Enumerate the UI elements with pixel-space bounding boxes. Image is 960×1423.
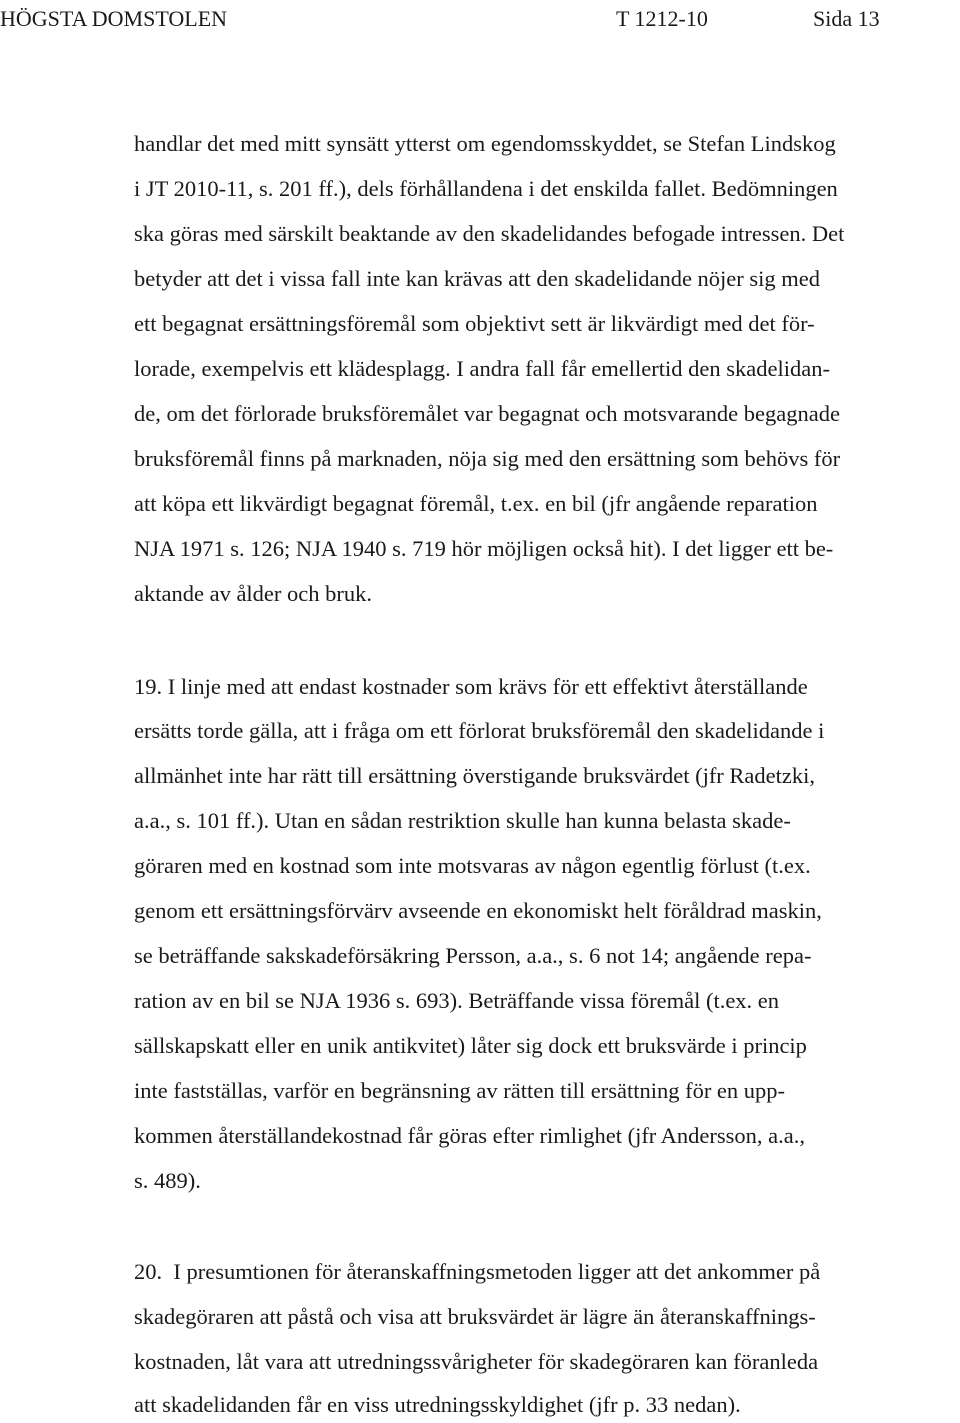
text-line: bruksföremål finns på marknaden, nöja sig med den ersättning som behövs för [134, 446, 841, 471]
text-line: de, om det förlorade bruksföremålet var begagnat och motsvarande begagnade [134, 401, 840, 426]
text-line: betyder att det i vissa fall inte kan krävas att den skadelidande nöjer sig med [134, 266, 821, 291]
paragraph-number: 19. [134, 674, 163, 699]
text-line [134, 1257, 820, 1287]
paragraph-first-line: I presumtionen för återanskaffningsmetoden ligger att det ankommer på [173, 1259, 821, 1284]
text-line: ska göras med särskilt beaktande av den skadelidandes befogade intressen. Det [134, 221, 845, 246]
text-line [134, 672, 808, 702]
text-line: lorade, exempelvis ett klädesplagg. I andra fall får emellertid den skadelidan- [134, 356, 830, 381]
page-number: Sida 13 [813, 6, 880, 31]
text-line: handlar det med mitt synsätt ytterst om egendomsskyddet, se Stefan Lindskog [134, 131, 836, 156]
text-line: a.a., s. 101 ff.). Utan en sådan restriktion skulle han kunna belasta skade- [134, 808, 791, 833]
text-line: sällskapskatt eller en unik antikvitet) låter sig dock ett bruksvärde i princip [134, 1033, 807, 1058]
text-line: att skadelidanden får en viss utredningsskyldighet (jfr p. 33 nedan). [134, 1392, 741, 1417]
text-line: att köpa ett likvärdigt begagnat föremål, t.ex. en bil (jfr angående reparation [134, 491, 818, 516]
paragraph-number: 20. [134, 1259, 163, 1284]
text-line: s. 489). [134, 1168, 201, 1193]
text-line: göraren med en kostnad som inte motsvaras av någon egentlig förlust (t.ex. [134, 853, 811, 878]
paragraph-first-line: I linje med att endast kostnader som krävs för ett effektivt återställande [167, 674, 808, 699]
text-line: i JT 2010-11, s. 201 ff.), dels förhållandena i det enskilda fallet. Bedömningen [134, 176, 838, 201]
text-line: NJA 1971 s. 126; NJA 1940 s. 719 hör möjligen också hit). I det ligger ett be- [134, 536, 834, 561]
case-number: T 1212-10 [616, 6, 708, 31]
text-line: kostnaden, låt vara att utredningssvårigheter för skadegöraren kan föranleda [134, 1349, 819, 1374]
text-line: inte fastställas, varför en begränsning av rätten till ersättning för en upp- [134, 1078, 786, 1103]
text-line: se beträffande sakskadeförsäkring Persson, a.a., s. 6 not 14; angående repa- [134, 943, 812, 968]
text-line: allmänhet inte har rätt till ersättning överstigande bruksvärdet (jfr Radetzki, [134, 763, 816, 788]
page-header [0, 4, 960, 34]
text-line: ett begagnat ersättningsföremål som objektivt sett är likvärdigt med det för- [134, 311, 815, 336]
text-line: aktande av ålder och bruk. [134, 581, 373, 606]
court-name: HÖGSTA DOMSTOLEN [0, 6, 228, 31]
text-line: kommen återställandekostnad får göras efter rimlighet (jfr Andersson, a.a., [134, 1123, 806, 1148]
text-line: ration av en bil se NJA 1936 s. 693). Beträffande vissa föremål (t.ex. en [134, 988, 780, 1013]
text-line: genom ett ersättningsförvärv avseende en ekonomiskt helt föråldrad maskin, [134, 898, 822, 923]
text-line: skadegöraren att påstå och visa att bruksvärdet är lägre än återanskaffnings- [134, 1304, 816, 1329]
text-line: ersätts torde gälla, att i fråga om ett förlorat bruksföremål den skadelidande i [134, 718, 825, 743]
